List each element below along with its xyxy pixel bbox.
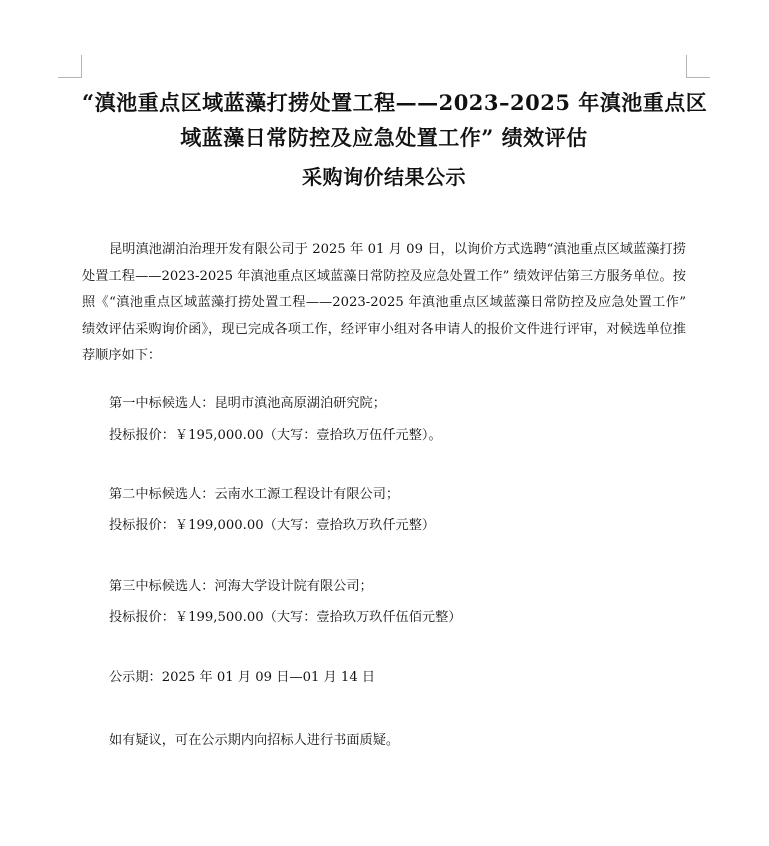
crop-mark-top-right-horizontal (686, 77, 710, 78)
candidate-1-name: 第一中标候选人：昆明市滇池高原湖泊研究院； (109, 396, 386, 411)
document-title-line-1: “滇池重点区域蓝藻打捞处置工程——2023–2025 年滇池重点区 (82, 90, 708, 115)
intro-paragraph: 昆明滇池湖泊治理开发有限公司于 2025 年 01 月 09 日，以询价方式选聘“滇池重点区域蓝藻打捞处置工程——2023-2025 年滇池重点区域蓝藻日常防控及应急处置工作” 绩效评估第三方服务单位。按照《“滇池重点区域蓝藻打捞处置工程——2023-2025 年滇池重点区域蓝藻日常防控及应急处置工作” 绩效评估采购询价函》，现已完成各项工作，经评审小组对各申请人的报价文件进行评审，对候选单位推荐顺序如下： (82, 242, 686, 363)
candidate-2-price: 投标报价：￥199,000.00（大写：壹拾玖万玖仟元整） (109, 518, 436, 533)
notice-period: 公示期：2025 年 01 月 09 日—01 月 14 日 (109, 670, 376, 685)
closing-note: 如有疑议，可在公示期内向招标人进行书面质疑。 (109, 733, 400, 748)
document-title-line-3: 采购询价结果公示 (302, 165, 466, 189)
crop-mark-top-left-vertical (81, 55, 82, 78)
candidate-3-price: 投标报价：￥199,500.00（大写：壹拾玖万玖仟伍佰元整） (109, 610, 462, 625)
document-title-line-2: 域蓝藻日常防控及应急处置工作” 绩效评估 (180, 125, 588, 150)
candidate-2-name: 第二中标候选人：云南水工源工程设计有限公司； (109, 487, 400, 502)
crop-mark-top-left-horizontal (58, 77, 82, 78)
candidate-3-name: 第三中标候选人：河海大学设计院有限公司； (109, 579, 373, 594)
crop-mark-top-right-vertical (686, 55, 687, 78)
candidate-1-price: 投标报价：￥195,000.00（大写：壹拾玖万伍仟元整）。 (109, 428, 442, 443)
